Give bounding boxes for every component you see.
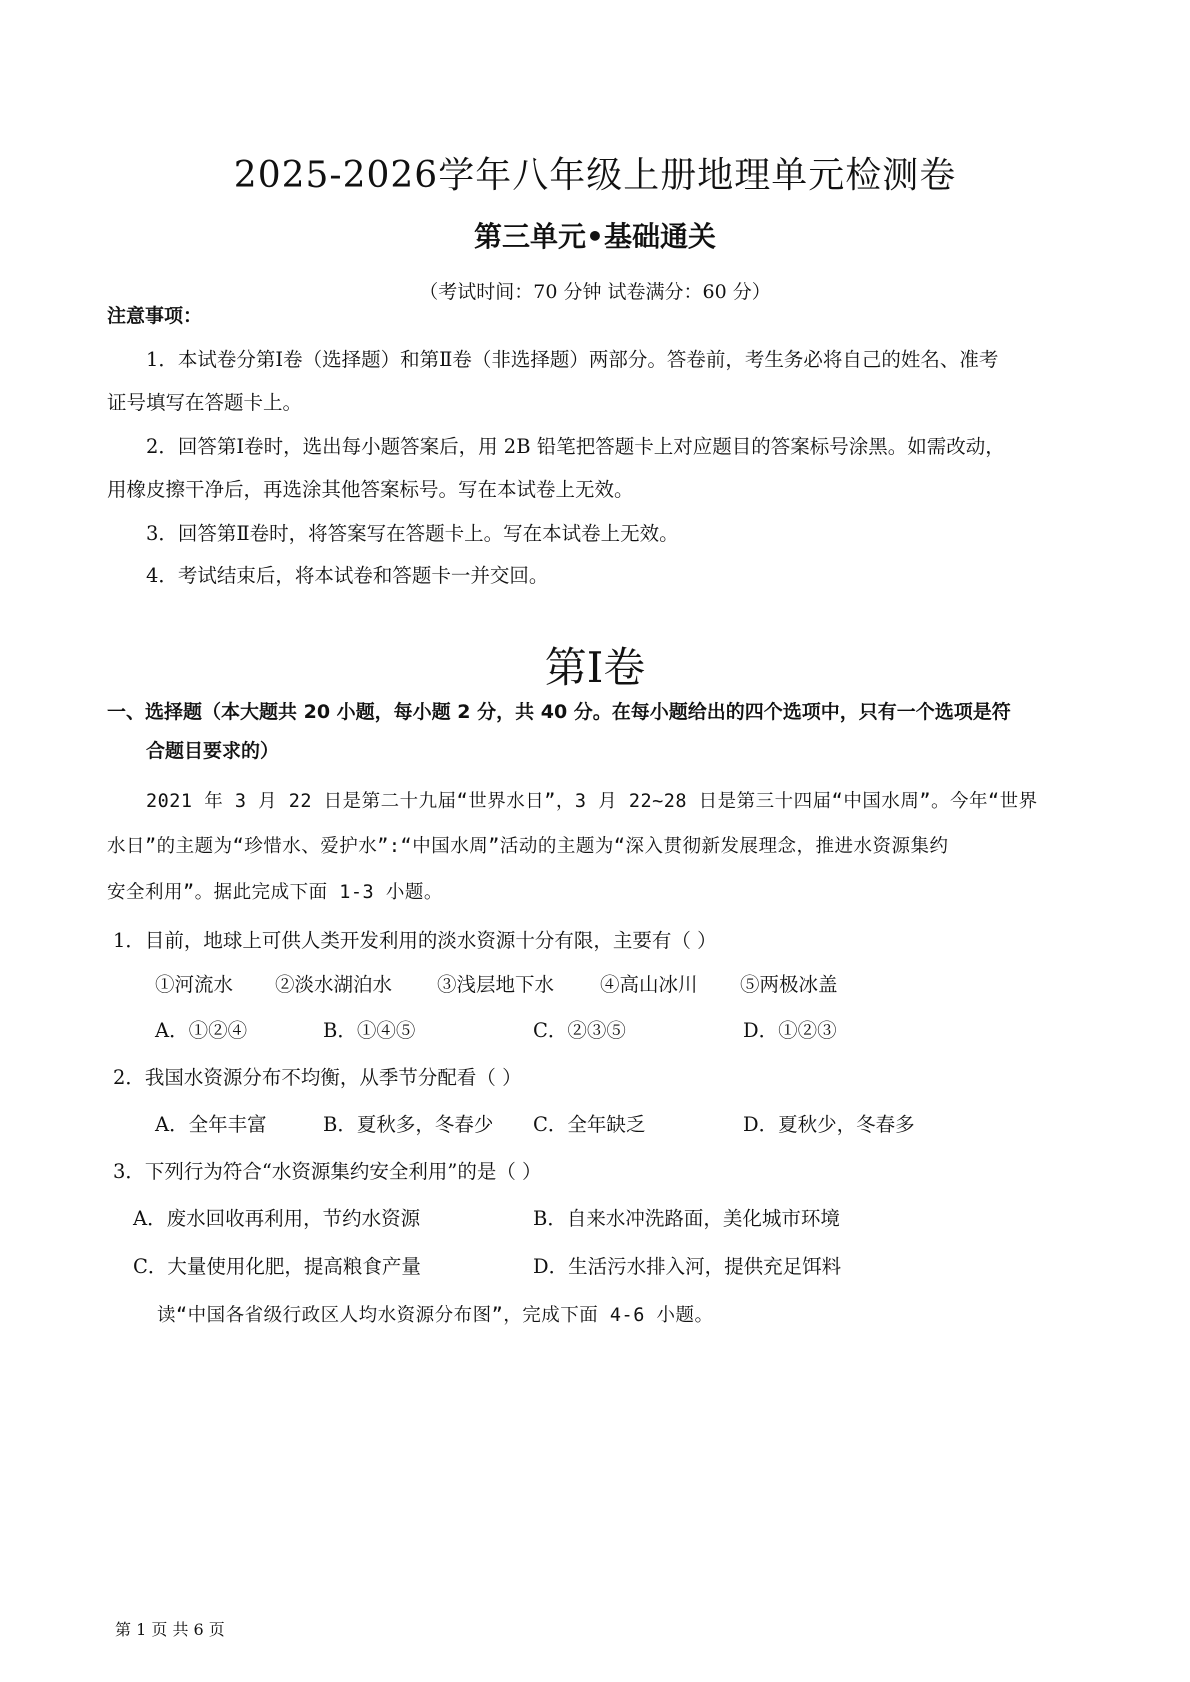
notice-line-2: 证号填写在答题卡上。 xyxy=(107,391,303,414)
notice-line-5: 3．回答第Ⅱ卷时，将答案写在答题卡上。写在本试卷上无效。 xyxy=(146,522,679,545)
q1-option-d[interactable]: D．①②③ xyxy=(743,1019,837,1042)
part-heading-line-2: 合题目要求的） xyxy=(146,740,280,762)
notice-line-1: 1．本试卷分第Ⅰ卷（选择题）和第Ⅱ卷（非选择题）两部分。答卷前，考生务必将自己的姓名、准考 xyxy=(146,348,999,371)
question-2-stem: 2．我国水资源分布不均衡，从季节分配看（ ） xyxy=(113,1066,522,1089)
question-3-stem: 3．下列行为符合“水资源集约安全利用”的是（ ） xyxy=(113,1160,542,1183)
q2-option-c[interactable]: C．全年缺乏 xyxy=(533,1113,646,1136)
q1-option-b[interactable]: B．①④⑤ xyxy=(323,1019,416,1042)
q1-item-1: ①河流水 xyxy=(155,973,234,996)
q1-item-5: ⑤两极冰盖 xyxy=(740,973,838,996)
page-footer: 第 1 页 共 6 页 xyxy=(115,1620,225,1639)
map-intro: 读“中国各省级行政区人均水资源分布图”，完成下面 4-6 小题。 xyxy=(157,1305,714,1326)
notice-heading: 注意事项： xyxy=(107,305,203,327)
q1-item-3: ③浅层地下水 xyxy=(437,973,555,996)
section-title: 第Ⅰ卷 xyxy=(544,643,646,692)
notice-line-6: 4．考试结束后，将本试卷和答题卡一并交回。 xyxy=(146,564,549,587)
q3-option-c[interactable]: C．大量使用化肥，提高粮食产量 xyxy=(133,1255,421,1278)
q2-option-b[interactable]: B．夏秋多，冬春少 xyxy=(323,1113,494,1136)
q2-option-d[interactable]: D．夏秋少，冬春多 xyxy=(743,1113,915,1136)
notice-line-4: 用橡皮擦干净后，再选涂其他答案标号。写在本试卷上无效。 xyxy=(107,478,634,501)
part-heading-line-1: 一、选择题（本大题共 20 小题，每小题 2 分，共 40 分。在每小题给出的四个选项中，只有一个选项是符 xyxy=(107,701,1011,723)
unit-subtitle: 第三单元•基础通关 xyxy=(474,220,716,253)
passage-line-1: 2021 年 3 月 22 日是第二十九届“世界水日”，3 月 22~28 日是第三十四届“中国水周”。今年“世界 xyxy=(146,791,1038,812)
exam-time-and-score: （考试时间：70 分钟 试卷满分：60 分） xyxy=(419,281,771,303)
q2-option-a[interactable]: A．全年丰富 xyxy=(155,1113,267,1136)
q1-item-4: ④高山冰川 xyxy=(600,973,698,996)
q3-option-d[interactable]: D．生活污水排入河，提供充足饵料 xyxy=(533,1255,842,1278)
q3-option-b[interactable]: B．自来水冲洗路面，美化城市环境 xyxy=(533,1207,840,1230)
exam-title: 2025-2026学年八年级上册地理单元检测卷 xyxy=(233,155,957,196)
q1-option-c[interactable]: C．②③⑤ xyxy=(533,1019,626,1042)
q3-option-a[interactable]: A．废水回收再利用，节约水资源 xyxy=(133,1207,421,1230)
passage-line-3: 安全利用”。据此完成下面 1-3 小题。 xyxy=(107,882,443,903)
question-1-stem: 1．目前，地球上可供人类开发利用的淡水资源十分有限，主要有（ ） xyxy=(113,929,717,952)
notice-line-3: 2．回答第Ⅰ卷时，选出每小题答案后，用 2B 铅笔把答题卡上对应题目的答案标号涂黑。如需改动， xyxy=(146,435,1005,458)
q1-option-a[interactable]: A．①②④ xyxy=(155,1019,248,1042)
passage-line-2: 水日”的主题为“珍惜水、爱护水”:“中国水周”活动的主题为“深入贯彻新发展理念，推进水资源集约 xyxy=(107,836,949,857)
q1-item-2: ②淡水湖泊水 xyxy=(275,973,393,996)
